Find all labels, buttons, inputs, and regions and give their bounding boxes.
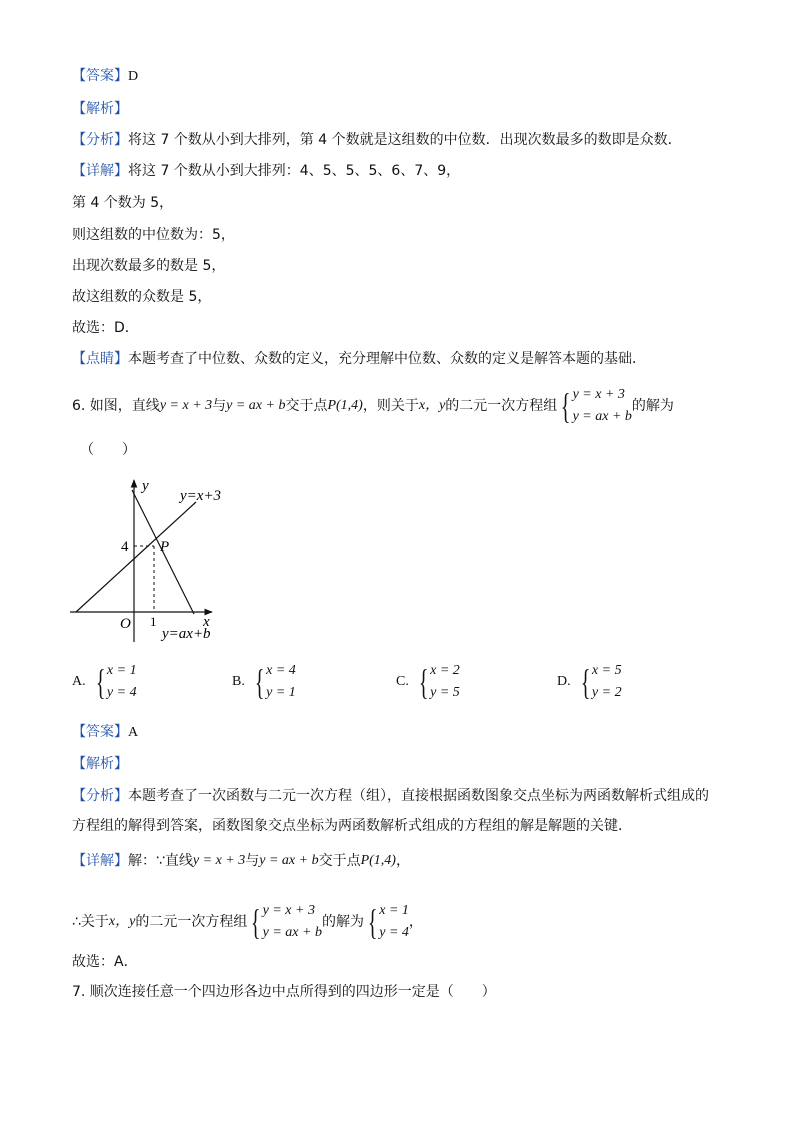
fenxi-text: 将这 7 个数从小到大排列，第 4 个数就是这组数的中位数．出现次数最多的数即是众数． [128, 132, 682, 148]
therefore-sys-row2: y = ax + b [262, 925, 322, 940]
q6-mid1: 与 [212, 398, 227, 414]
xiangjie-tag: 【详解】 [72, 853, 128, 869]
jiexi-tag: 【解析】 [72, 101, 128, 117]
q6-vars: x，y [418, 398, 446, 413]
q6-jiexi-line [72, 754, 128, 774]
brace-glyph: { [254, 662, 265, 702]
q5-choose: 故选：D． [72, 320, 139, 336]
q6-choose: 故选：A． [72, 954, 138, 970]
q6-mid4: 的二元一次方程组 [445, 398, 558, 414]
brace-glyph: { [367, 902, 378, 942]
q5-answer-line [72, 66, 138, 87]
q6-system [557, 384, 632, 428]
line1-label: y=x+3 [180, 488, 222, 504]
fenxi-tag: 【分析】 [72, 788, 128, 804]
option-c-row2: y = 5 [430, 685, 460, 700]
origin-label: O [120, 616, 131, 632]
therefore-system [247, 900, 322, 944]
q6-fenxi-line-2: 方程组的解得到答案，函数图象交点坐标为两函数解析式组成的方程组的解是解题的关键． [72, 818, 632, 834]
q5-fenxi-line [72, 130, 682, 150]
therefore-pre: ∴关于 [72, 914, 109, 930]
brace-glyph: { [95, 662, 106, 702]
q6-suffix: 的解为 [631, 398, 674, 414]
q6-therefore-line [72, 900, 423, 944]
q6-xiangjie-line [72, 851, 410, 871]
q6-paren: （ ） [80, 442, 136, 458]
option-b-label: B. [232, 674, 245, 689]
q6-line2-expr: y = ax + b [226, 398, 286, 413]
answer-value: A [128, 725, 139, 740]
q6-mid3: ，则关于 [362, 398, 419, 414]
q5-dianjing-line [72, 349, 646, 369]
option-a-row2: y = 4 [106, 685, 137, 700]
option-d-label: D. [557, 674, 571, 689]
xiangjie-and: 与 [245, 853, 260, 869]
jiexi-tag: 【解析】 [72, 756, 128, 772]
dianjing-tag: 【点睛】 [72, 351, 128, 367]
q5-step-2: 则这组数的中位数为：5， [72, 227, 235, 243]
solution-comma: ， [408, 914, 423, 930]
q5-step-3: 出现次数最多的数是 5， [72, 258, 226, 274]
xiangjie-line1-expr: y = x + 3 [192, 853, 246, 868]
brace-glyph: { [251, 902, 261, 942]
therefore-suffix: 的解为 [321, 914, 364, 930]
option-a-row1: x = 1 [106, 663, 137, 678]
q6-mid2: 交于点 [285, 398, 328, 414]
point-label: P [160, 539, 170, 555]
q6-fenxi-line [72, 786, 709, 806]
option-d [557, 660, 622, 704]
option-a-label: A. [72, 674, 86, 689]
brace-glyph: { [580, 662, 591, 702]
answer-tag: 【答案】 [72, 68, 128, 84]
option-d-row2: y = 2 [591, 685, 622, 700]
q6-answer-line [72, 722, 138, 743]
option-c [396, 660, 460, 704]
q6-graph [66, 472, 236, 644]
option-d-row1: x = 5 [591, 663, 622, 678]
xiangjie-mid: 交于点 [318, 853, 361, 869]
q5-step-1: 第 4 个数为 5， [72, 195, 174, 211]
option-b-row1: x = 4 [266, 663, 296, 678]
xiangjie-pre: 解：∵直线 [128, 853, 193, 869]
q5-jiexi-line [72, 99, 128, 119]
x-axis-label: x [203, 614, 210, 630]
option-b [232, 660, 296, 704]
option-c-label: C. [396, 674, 409, 689]
answer-value: D [128, 69, 139, 84]
q6-sys-row1: y = x + 3 [572, 387, 625, 402]
q5-xiangjie-line [72, 161, 460, 181]
option-b-row2: y = 1 [266, 685, 296, 700]
therefore-sys-row1: y = x + 3 [262, 903, 315, 918]
xiangjie-text: 将这 7 个数从小到大排列：4、5、5、5、6、7、9， [128, 163, 461, 179]
therefore-vars: x，y [108, 914, 136, 929]
brace-glyph: { [418, 662, 429, 702]
q6-prefix: 6. 如图，直线 [72, 398, 160, 414]
q6-point: P(1,4) [327, 398, 363, 413]
xiangjie-line2-expr: y = ax + b [259, 853, 319, 868]
q6-sys-row2: y = ax + b [572, 409, 632, 424]
solution-system [364, 900, 409, 944]
line2-label: y=ax+b [162, 626, 211, 642]
solution-row2: y = 4 [379, 925, 409, 940]
q6-line1-expr: y = x + 3 [159, 398, 213, 413]
brace-glyph: { [561, 386, 571, 426]
xiangjie-tag: 【详解】 [72, 163, 128, 179]
fenxi-tag: 【分析】 [72, 132, 128, 148]
q6-question [72, 384, 674, 428]
dianjing-text: 本题考查了中位数、众数的定义，充分理解中位数、众数的定义是解答本题的基础． [128, 351, 646, 367]
line-y-equals-x-plus-3 [76, 502, 196, 612]
solution-row1: x = 1 [379, 903, 409, 918]
answer-tag: 【答案】 [72, 724, 128, 740]
tick-x-label: 1 [150, 614, 157, 629]
y-axis-label: y [142, 478, 149, 494]
xiangjie-comma: ， [395, 853, 410, 869]
option-c-row1: x = 2 [430, 663, 460, 678]
q7-question: 7. 顺次连接任意一个四边形各边中点所得到的四边形一定是（ ） [72, 984, 496, 1000]
option-a [72, 660, 137, 704]
fenxi-text-1: 本题考查了一次函数与二元一次方程（组），直接根据函数图象交点坐标为两函数解析式组成的 [128, 788, 709, 804]
tick-y-label: 4 [121, 539, 129, 555]
xiangjie-point: P(1,4) [360, 853, 396, 868]
q5-step-4: 故这组数的众数是 5， [72, 289, 212, 305]
therefore-mid: 的二元一次方程组 [135, 914, 248, 930]
